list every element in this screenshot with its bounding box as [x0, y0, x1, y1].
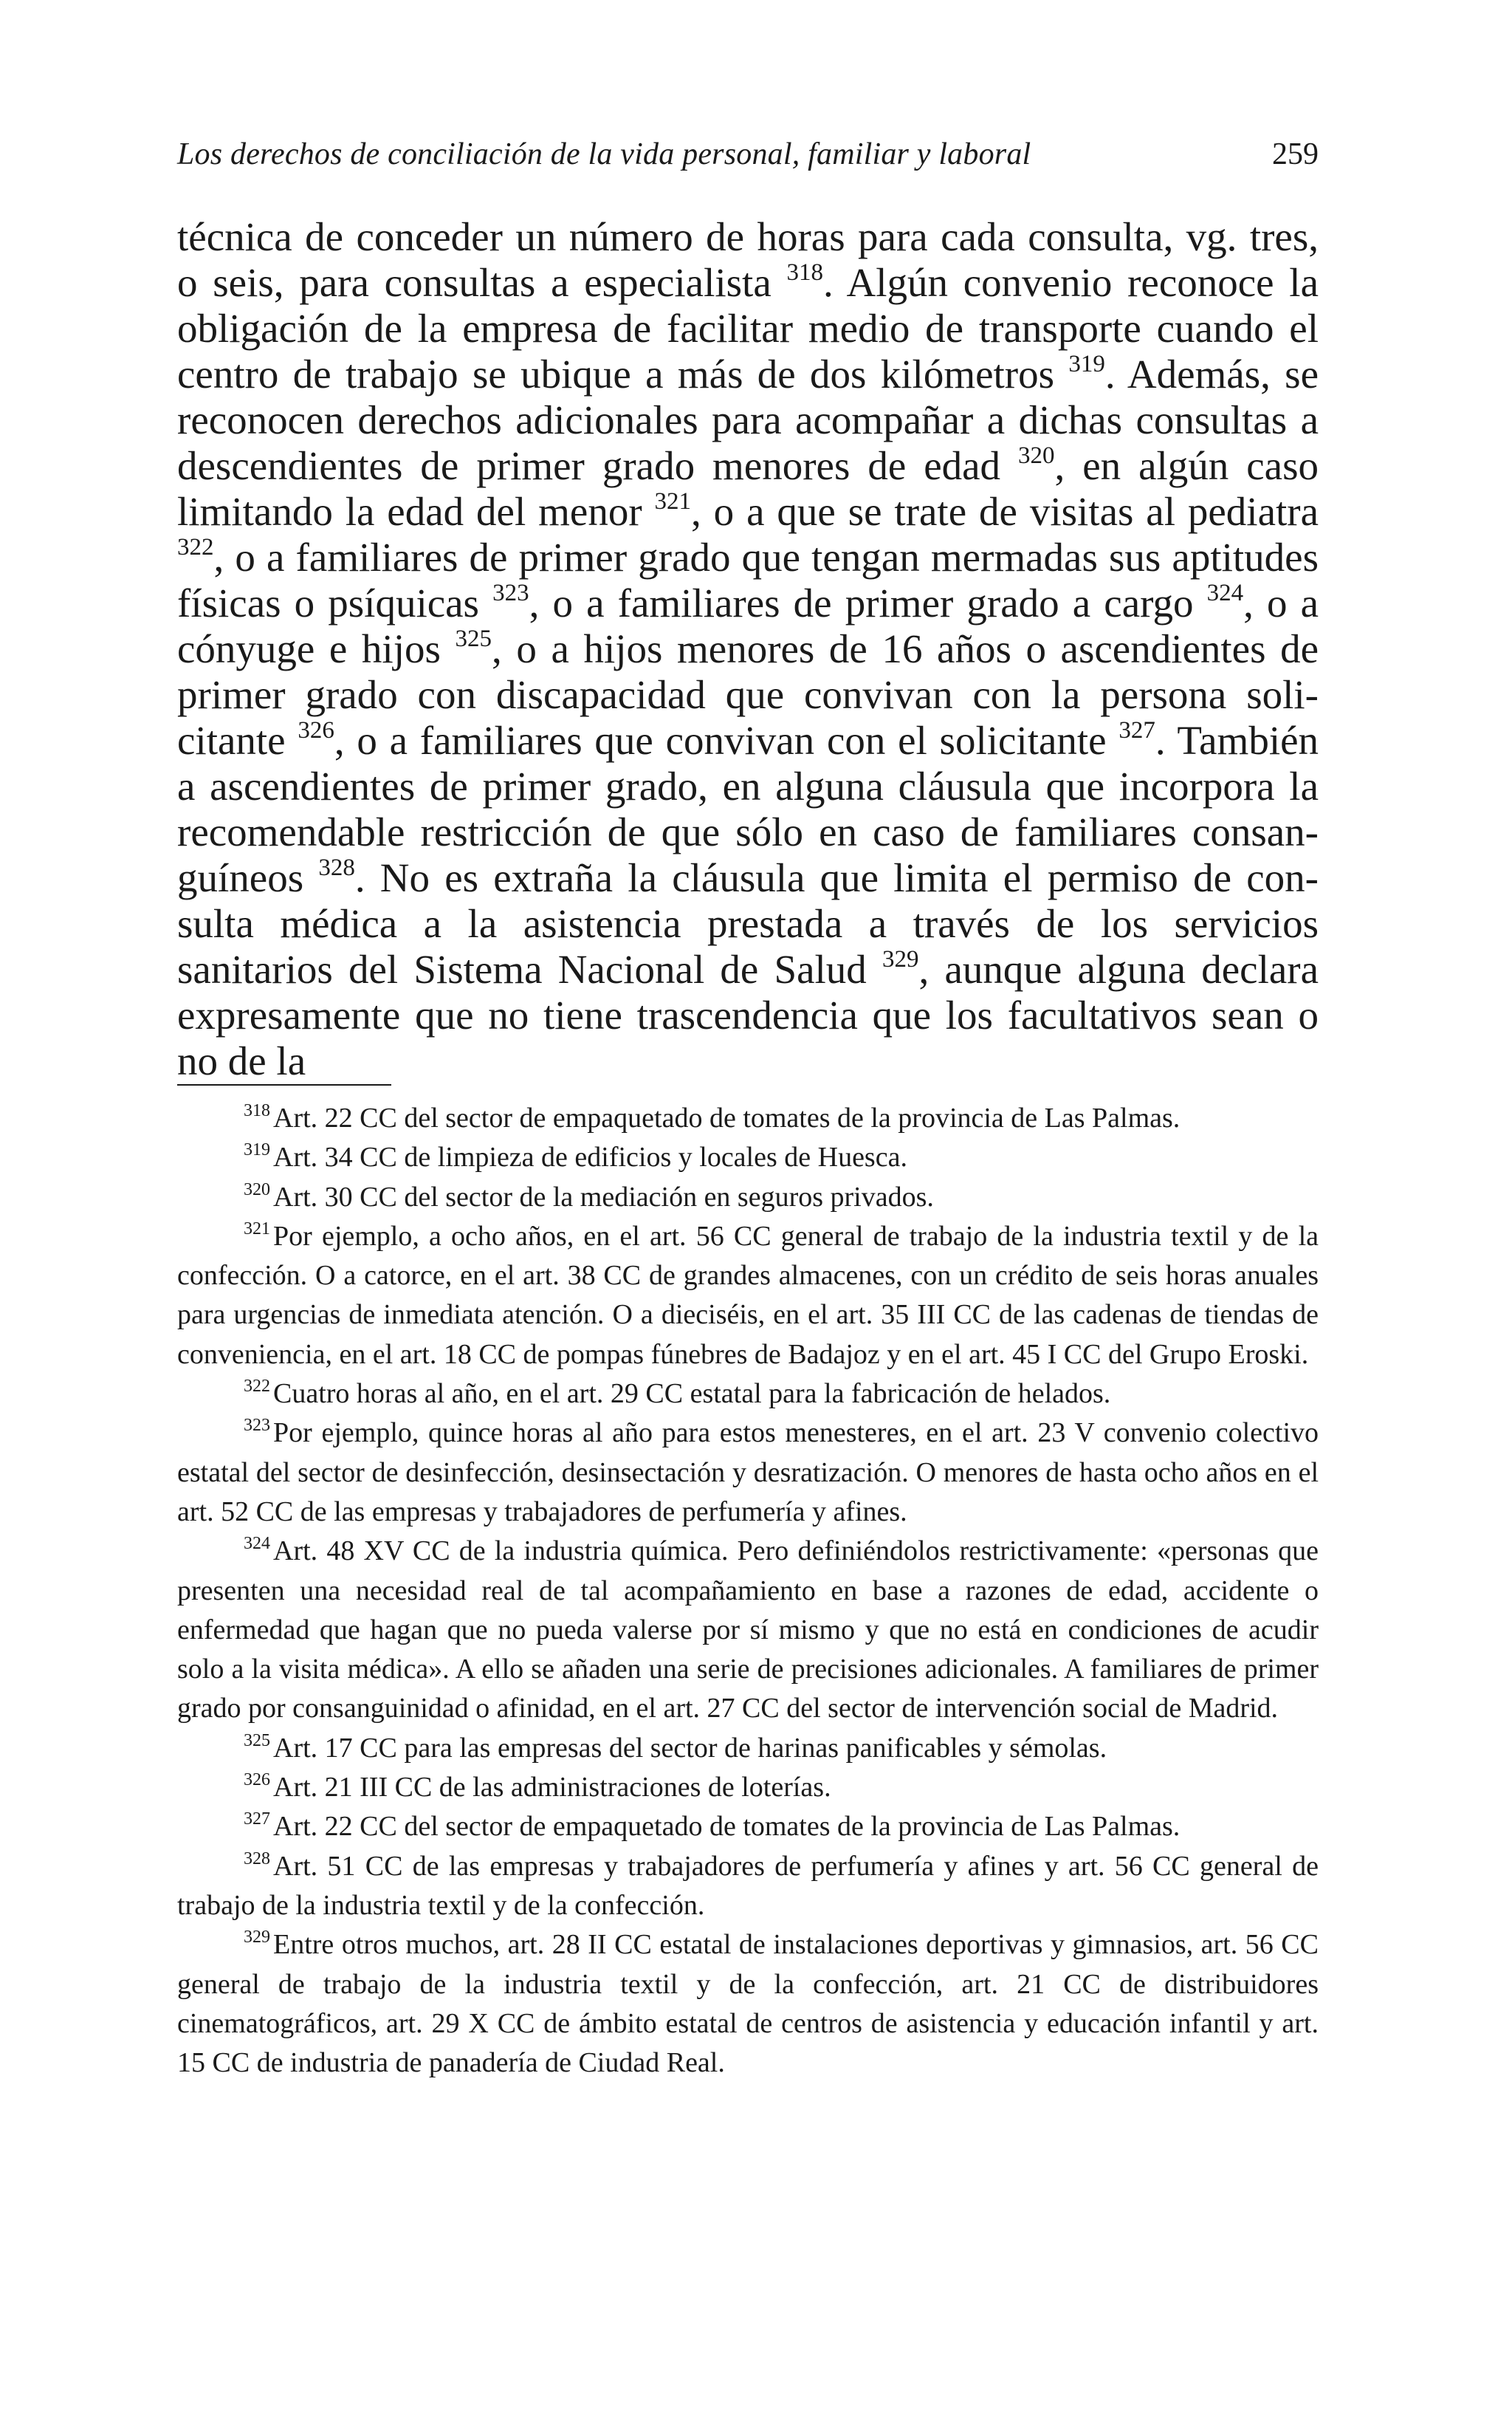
footnote-text: Art. 22 CC del sector de empaquetado de tomates de la provincia de Las Palmas.: [273, 1811, 1181, 1843]
body-text-segment: , o a que se trate de visitas al pediatra: [691, 489, 1319, 534]
body-text-segment: . También a ascendientes de primer grado, en alguna cláusula que incorpora la recomendable restricción de que sólo en caso de familiares consanguíneos: [177, 718, 1319, 900]
footnote-text: Por ejemplo, a ocho años, en el art. 56 CC general de trabajo de la industria textil y de la confección. O a catorce, en el art. 38 CC de grandes almacenes, con un crédito de seis horas anuales para urgencias de inmediata atención. O a dieciséis, en el art. 35 III CC de las cadenas de tiendas de conveniencia, en el art. 18 CC de pompas fúnebres de Badajoz y en el art. 45 I CC del Grupo Eroski.: [177, 1220, 1319, 1370]
footnote-text: Por ejemplo, quince horas al año para estos menesteres, en el art. 23 V convenio colectivo estatal del sector de desinfección, desinsectación y desratización. O menores de hasta ocho años en el art. 52 CC de las empresas y trabajadores de perfumería y afines.: [177, 1417, 1319, 1527]
footnote-number: 329: [244, 1928, 270, 1947]
body-text-segment: técnica de conceder un número de horas para cada consulta, vg. tres, o seis, para consultas a especialista: [177, 214, 1319, 305]
body-text-segment: , en algún caso limitando la edad del menor: [177, 443, 1319, 534]
body-text-segment: , o a familiares que convivan con el solicitante: [334, 718, 1119, 763]
footnote-text: Entre otros muchos, art. 28 II CC estatal de instalaciones deportivas y gimnasios, art. 56 CC general de trabajo de la industria textil y de la confección, art. 21 CC de distribuidores cinematográficos, art. 29 X CC de ámbito estatal de centros de asistencia y educación infantil y art. 15 CC de industria de panadería de Ciudad Real.: [177, 1929, 1319, 2079]
footnote-text: Art. 22 CC del sector de empaquetado de tomates de la provincia de Las Palmas.: [273, 1103, 1181, 1134]
footnote-number: 318: [244, 1101, 270, 1120]
body-text-segment: , o a familiares de primer grado que tengan mermadas sus aptitudes físicas o psíquicas: [177, 535, 1319, 626]
footnote-ref: 329: [882, 946, 919, 973]
body-text-segment: , o a hijos menores de 16 años o ascendientes de primer grado con discapacidad que convivan con la persona solicitante: [177, 626, 1319, 763]
footnote-number: 327: [244, 1809, 270, 1829]
footnote-text: Art. 17 CC para las empresas del sector de harinas panificables y sémolas.: [273, 1732, 1107, 1764]
footnote-number: 325: [244, 1730, 270, 1750]
footnote-ref: 325: [455, 626, 492, 652]
footnote: [177, 1847, 1319, 1926]
footnote: [177, 1925, 1319, 2083]
footnote-ref: 318: [786, 259, 824, 286]
footnote-ref: 326: [298, 717, 334, 744]
footnote-number: 321: [244, 1219, 270, 1238]
footnote: [177, 1414, 1319, 1532]
footnote: [177, 1768, 1319, 1807]
footnote: [177, 1729, 1319, 1768]
footnote-number: 323: [244, 1416, 270, 1436]
page-header: [177, 137, 1319, 172]
footnote-number: 324: [244, 1534, 270, 1554]
footnote-ref: 324: [1206, 580, 1244, 606]
footnote-ref: 327: [1118, 717, 1155, 744]
footnote: [177, 1178, 1319, 1217]
footnote: [177, 1099, 1319, 1138]
footnote: [177, 1807, 1319, 1846]
footnote: [177, 1374, 1319, 1414]
footnote-number: 322: [244, 1377, 270, 1397]
footnote-text: Art. 34 CC de limpieza de edificios y locales de Huesca.: [273, 1142, 907, 1174]
footnote-ref: 323: [492, 580, 529, 606]
body-text-segment: , aunque alguna declara expresamente que no tiene trascendencia que los facultativos sean o no de la: [177, 947, 1319, 1083]
body-paragraph: [177, 214, 1319, 1084]
footnote-ref: 322: [177, 534, 214, 561]
body-text-segment: . Además, se reconocen derechos adicionales para acompañar a dichas consultas a descendientes de primer grado menores de edad: [177, 352, 1319, 488]
footnote-ref: 321: [654, 488, 692, 515]
footnote: [177, 1138, 1319, 1177]
footnote-text: Art. 21 III CC de las administraciones de loterías.: [273, 1772, 831, 1803]
body-text-segment: . Algún convenio reconoce la obligación de la empresa de facilitar medio de transporte cuando el centro de trabajo se ubique a más de dos kilómetros: [177, 260, 1319, 397]
body-text-segment: . No es extraña la cláusula que limita el permiso de consulta médica a la asistencia prestada a través de los servicios sanitarios del Sistema Nacional de Salud: [177, 855, 1319, 992]
footnote-ref: 328: [318, 854, 355, 881]
footnote-ref: 319: [1068, 351, 1105, 377]
footnotes-section: [177, 1099, 1319, 2083]
footnote-separator: [177, 1084, 391, 1086]
footnote-number: 328: [244, 1849, 270, 1868]
footnote-text: Art. 48 XV CC de la industria química. Pero definiéndolos restrictivamente: «personas que presenten una necesidad real de tal acompañamiento en base a razones de edad, accidente o enfermedad que hagan que no pueda valerse por sí mismo y que no está en condiciones de acudir solo a la visita médica». A ello se añaden una serie de precisiones adicionales. A familiares de primer grado por consanguinidad o afinidad, en el art. 27 CC del sector de intervención social de Madrid.: [177, 1535, 1319, 1724]
body-text-segment: , o a cónyuge e hijos: [177, 580, 1319, 671]
footnote-text: Cuatro horas al año, en el art. 29 CC estatal para la fabricación de helados.: [273, 1378, 1111, 1410]
footnote-number: 319: [244, 1140, 270, 1160]
page-number: 259: [1272, 137, 1319, 171]
footnote-number: 320: [244, 1179, 270, 1199]
footnote-number: 326: [244, 1770, 270, 1790]
footnote: [177, 1217, 1319, 1374]
body-text-segment: , o a familiares de primer grado a cargo: [529, 580, 1207, 626]
footnote-ref: 320: [1018, 442, 1055, 469]
footnote: [177, 1532, 1319, 1728]
footnote-text: Art. 51 CC de las empresas y trabajadores de perfumería y afines y art. 56 CC general de trabajo de la industria textil y de la confección.: [177, 1850, 1319, 1921]
running-head: Los derechos de conciliación de la vida personal, familiar y laboral: [177, 137, 1031, 171]
footnote-text: Art. 30 CC del sector de la mediación en seguros privados.: [273, 1181, 934, 1213]
